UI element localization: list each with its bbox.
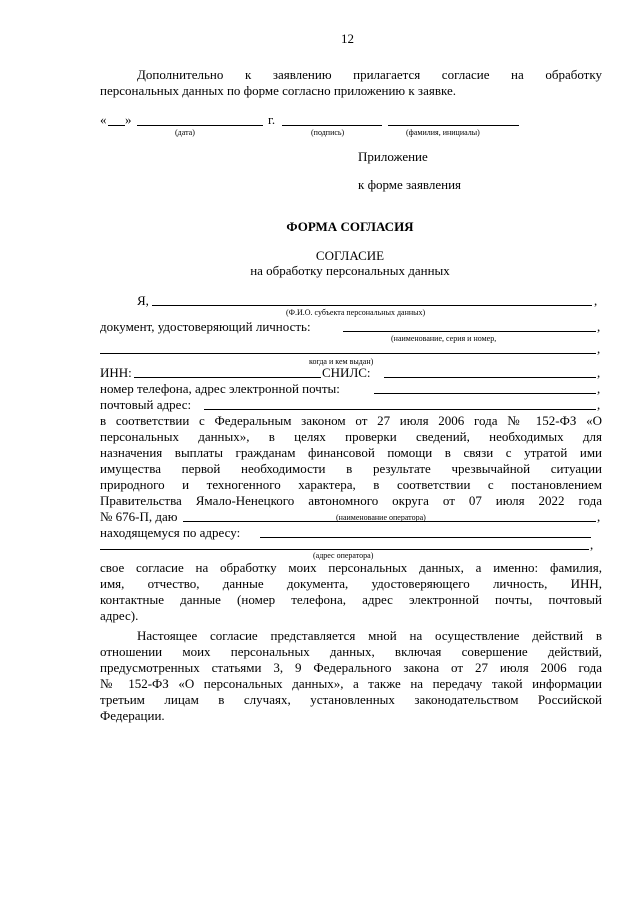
phone-line bbox=[374, 393, 596, 394]
paragraph-2-line: свое согласие на обработку моих персональных данных, а именно: фамилия, bbox=[100, 560, 602, 575]
fio-comma: , bbox=[594, 293, 598, 308]
paragraph-1-line: имущества первой необходимости в результате чрезвычайной ситуации bbox=[100, 461, 602, 476]
year-suffix: г. bbox=[268, 112, 276, 127]
paragraph-3-line: Настоящее согласие представляется мной на осуществление действий в bbox=[137, 628, 602, 643]
operator-caption: (наименование оператора) bbox=[336, 513, 426, 522]
paragraph-3-last-line: Федерации. bbox=[100, 708, 165, 723]
operator-address-line-2 bbox=[100, 549, 589, 550]
paragraph-1-line: назначения выплаты гражданам финансовой помощи в связи с утратой ими bbox=[100, 445, 602, 460]
paragraph-1-line: в соответствии с Федеральным законом от 27 июля 2006 года № 152-ФЗ «О bbox=[100, 413, 602, 428]
document-line-2 bbox=[100, 353, 596, 354]
signature-line bbox=[282, 125, 382, 126]
name-caption: (фамилия, инициалы) bbox=[406, 128, 480, 137]
fio-caption: (Ф.И.О. субъекта персональных данных) bbox=[286, 308, 426, 317]
day-line bbox=[108, 125, 125, 126]
address-label: почтовый адрес: bbox=[100, 397, 192, 412]
paragraph-3-line: № 152-ФЗ «О персональных данных», а также на передачу такой информации bbox=[100, 676, 602, 691]
phone-comma: , bbox=[597, 381, 601, 396]
snils-line bbox=[384, 377, 596, 378]
page-number: 12 bbox=[341, 31, 354, 46]
appendix-line-2: к форме заявления bbox=[358, 177, 462, 192]
consent-title: СОГЛАСИЕ bbox=[315, 248, 385, 263]
inn-line bbox=[134, 377, 321, 378]
paragraph-3-line: третьим лицам в случаях, установленных законодательством Российской bbox=[100, 692, 602, 707]
paragraph-1-line: природного и техногенного характера, в соответствии с постановлением bbox=[100, 477, 602, 492]
intro-line-1: Дополнительно к заявлению прилагается согласие на обработку bbox=[137, 67, 602, 82]
document-comma-2: , bbox=[597, 341, 601, 356]
date-line bbox=[137, 125, 263, 126]
form-title: ФОРМА СОГЛАСИЯ bbox=[286, 219, 414, 234]
address-line bbox=[204, 409, 596, 410]
name-line bbox=[388, 125, 519, 126]
quote-open: « bbox=[100, 112, 107, 127]
paragraph-1-line: Правительства Ямало-Ненецкого автономного округа от 07 июля 2022 года bbox=[100, 493, 602, 508]
paragraph-2-last-line: адрес). bbox=[100, 608, 139, 623]
snils-label: СНИЛС: bbox=[322, 365, 371, 380]
operator-address-line bbox=[260, 537, 591, 538]
located-label: находящемуся по адресу: bbox=[100, 525, 241, 540]
paragraph-2-line: контактные данные (номер телефона, адрес электронной почты, почтовый bbox=[100, 592, 602, 607]
appendix-line-1: Приложение bbox=[358, 149, 428, 164]
quote-close: » bbox=[125, 112, 132, 127]
i-label: Я, bbox=[137, 293, 149, 308]
paragraph-3-line: отношении моих персональных данных, включая совершение действий, bbox=[100, 644, 602, 659]
paragraph-1-line: персональных данных», в целях проверки сведений, необходимых для bbox=[100, 429, 602, 444]
intro-line-2: персональных данных по форме согласно приложению к заявке. bbox=[100, 83, 456, 98]
address-comma: , bbox=[597, 397, 601, 412]
signature-caption: (подпись) bbox=[311, 128, 345, 137]
document-caption-1: (наименование, серия и номер, bbox=[391, 334, 497, 343]
consent-subtitle: на обработку персональных данных bbox=[250, 263, 450, 278]
operator-address-caption: (адрес оператора) bbox=[313, 551, 374, 560]
document-caption-2: когда и кем выдан) bbox=[309, 357, 374, 366]
document-comma: , bbox=[597, 319, 601, 334]
document-line bbox=[343, 331, 596, 332]
phone-label: номер телефона, адрес электронной почты: bbox=[100, 381, 340, 396]
operator-address-comma: , bbox=[590, 537, 594, 552]
date-caption: (дата) bbox=[175, 128, 195, 137]
operator-comma: , bbox=[597, 509, 601, 524]
snils-comma: , bbox=[597, 365, 601, 380]
paragraph-3-line: предусмотренных статьями 3, 9 Федерального закона от 27 июля 2006 года bbox=[100, 660, 602, 675]
inn-label: ИНН: bbox=[100, 365, 132, 380]
document-label: документ, удостоверяющий личность: bbox=[100, 319, 311, 334]
paragraph-2-line: имя, отчество, данные документа, удостоверяющего личность, ИНН, bbox=[100, 576, 602, 591]
fio-line bbox=[152, 305, 592, 306]
paragraph-1-last-line: № 676-П, даю bbox=[100, 509, 178, 524]
